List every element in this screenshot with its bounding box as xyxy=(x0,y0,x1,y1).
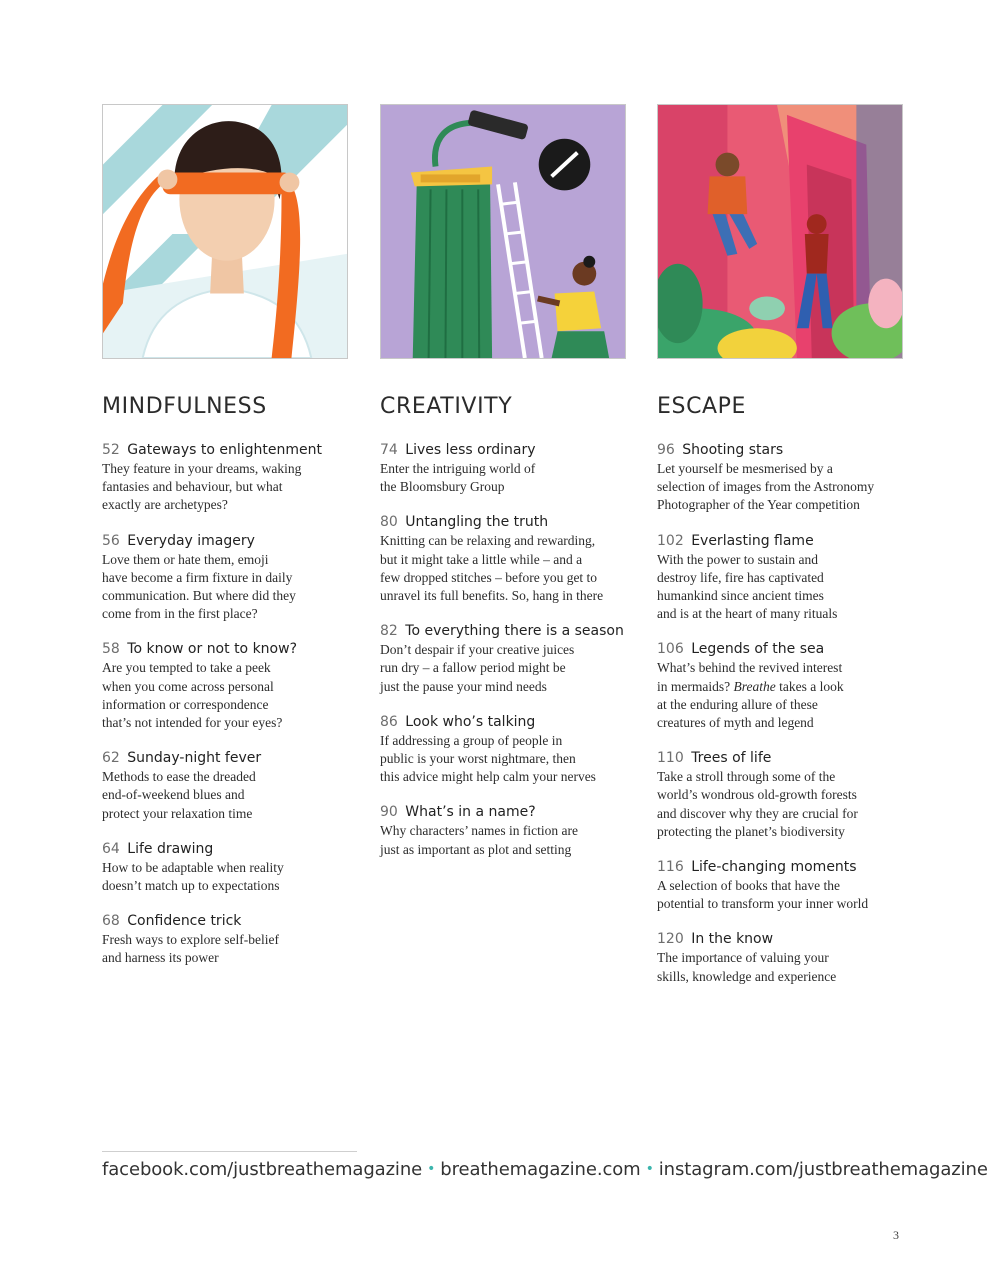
blindfold-illustration xyxy=(102,104,348,359)
description-line: destroy life, fire has captivated xyxy=(657,569,824,585)
description-line: this advice might help calm your nerves xyxy=(380,769,596,785)
entry-page-number: 82 xyxy=(380,623,398,640)
description-line: humankind since ancient times xyxy=(657,588,824,604)
description-line: world’s wondrous old-growth forests xyxy=(657,787,857,803)
entry-title: Gateways to enlightenment xyxy=(127,442,322,458)
description-line: few dropped stitches – before you get to xyxy=(380,569,598,585)
description-line: Don’t despair if your creative juices xyxy=(380,642,575,658)
entry-title: Sunday-night fever xyxy=(127,750,262,767)
description-line: Are you tempted to take a peek xyxy=(102,660,271,676)
entry-description xyxy=(380,732,626,787)
entry-description xyxy=(380,460,626,496)
description-line: run dry – a fallow period might be xyxy=(380,660,566,676)
footer-link-instagram[interactable]: instagram.com/justbreathemagazine xyxy=(658,1159,988,1180)
entry-heading xyxy=(657,441,903,460)
description-line: Photographer of the Year competition xyxy=(657,497,860,513)
description-line: With the power to sustain and xyxy=(657,551,819,567)
entry-description xyxy=(657,659,903,732)
entry-description xyxy=(380,641,626,696)
entry-title: Legends of the sea xyxy=(691,641,825,658)
entry-description xyxy=(102,768,348,823)
column-creativity xyxy=(380,104,626,876)
description-line: Fresh ways to explore self-belief xyxy=(102,932,279,948)
toc-entry[interactable] xyxy=(102,640,348,732)
entry-heading xyxy=(102,532,348,551)
description-line: How to be adaptable when reality xyxy=(102,859,284,875)
toc-entry[interactable] xyxy=(380,622,626,696)
entry-page-number: 68 xyxy=(102,913,120,930)
description-line: end-of-weekend blues and xyxy=(102,787,245,803)
footer-separator: • xyxy=(645,1161,654,1177)
footer-links xyxy=(102,1159,988,1180)
entry-page-number: 52 xyxy=(102,442,120,458)
description-line: The importance of valuing your xyxy=(657,950,829,966)
entry-heading xyxy=(657,749,903,768)
toc-entry[interactable] xyxy=(380,441,626,496)
description-line: when you come across personal xyxy=(102,678,274,694)
entry-heading xyxy=(102,749,348,768)
description-line: information or correspondence xyxy=(102,696,269,712)
column-mindfulness xyxy=(102,104,348,985)
entry-description xyxy=(657,877,903,913)
entry-description xyxy=(657,768,903,841)
entry-page-number: 62 xyxy=(102,750,120,767)
entry-heading xyxy=(102,640,348,659)
entry-page-number: 58 xyxy=(102,641,120,658)
entry-description xyxy=(102,659,348,732)
description-line: unravel its full benefits. So, hang in there xyxy=(380,588,604,604)
entry-heading xyxy=(380,622,626,641)
entry-page-number: 96 xyxy=(657,442,675,458)
entry-list xyxy=(657,441,903,986)
entry-heading xyxy=(380,441,626,460)
entry-title: To everything there is a season xyxy=(405,623,624,640)
column-escape xyxy=(657,104,903,1003)
section-title: MINDFULNESS xyxy=(102,394,267,419)
description-line: in mermaids? Breathe takes a look xyxy=(657,678,844,694)
entry-description xyxy=(657,460,903,515)
entry-title: Shooting stars xyxy=(682,442,784,458)
entry-title: In the know xyxy=(691,931,774,948)
toc-entry[interactable] xyxy=(380,513,626,605)
description-line: doesn’t match up to expectations xyxy=(102,878,280,894)
entry-description xyxy=(380,532,626,605)
description-line: selection of images from the Astronomy xyxy=(657,479,875,495)
entry-list xyxy=(380,441,626,859)
description-line: communication. But where did they xyxy=(102,588,296,604)
description-line: fantasies and behaviour, but what xyxy=(102,479,283,495)
description-line: Love them or hate them, emoji xyxy=(102,551,269,567)
description-line: have become a firm fixture in daily xyxy=(102,569,293,585)
footer-divider xyxy=(102,1151,357,1152)
toc-entry[interactable] xyxy=(380,803,626,858)
entry-title: What’s in a name? xyxy=(405,804,536,821)
entry-description xyxy=(380,822,626,858)
entry-description xyxy=(102,859,348,895)
entry-page-number: 110 xyxy=(657,750,684,767)
description-line: potential to transform your inner world xyxy=(657,896,869,912)
description-line: They feature in your dreams, waking xyxy=(102,461,302,476)
entry-title: Trees of life xyxy=(691,750,772,767)
entry-title: Confidence trick xyxy=(127,913,242,930)
description-line: come from in the first place? xyxy=(102,606,258,622)
entry-title: Everyday imagery xyxy=(127,532,255,549)
entry-heading xyxy=(102,912,348,931)
entry-page-number: 90 xyxy=(380,804,398,821)
description-line: just as important as plot and setting xyxy=(380,841,572,857)
entry-title: Everlasting flame xyxy=(691,532,814,549)
entry-page-number: 64 xyxy=(102,840,120,857)
entry-heading xyxy=(380,803,626,822)
description-line: and discover why they are crucial for xyxy=(657,805,858,821)
toc-entry[interactable] xyxy=(102,912,348,967)
description-line: Methods to ease the dreaded xyxy=(102,769,256,785)
section-title: CREATIVITY xyxy=(380,394,513,419)
description-line: exactly are archetypes? xyxy=(102,497,228,513)
entry-page-number: 74 xyxy=(380,442,398,458)
description-line: Enter the intriguing world of xyxy=(380,461,536,476)
description-line: and is at the heart of many rituals xyxy=(657,606,838,622)
entry-heading xyxy=(657,858,903,877)
page-number: 3 xyxy=(893,1228,899,1242)
entry-description xyxy=(102,551,348,624)
footer-separator: • xyxy=(427,1161,436,1177)
entry-heading xyxy=(657,640,903,659)
entry-title: Untangling the truth xyxy=(405,514,549,531)
toc-entry[interactable] xyxy=(657,749,903,841)
entry-list xyxy=(102,441,348,968)
entry-page-number: 106 xyxy=(657,641,684,658)
description-line: Why characters’ names in fiction are xyxy=(380,823,579,839)
entry-heading xyxy=(102,840,348,859)
description-line: skills, knowledge and experience xyxy=(657,968,837,984)
italic-text: Breathe xyxy=(733,678,776,694)
entry-page-number: 116 xyxy=(657,859,684,876)
entry-title: To know or not to know? xyxy=(127,641,297,658)
description-line: If addressing a group of people in xyxy=(380,732,563,748)
entry-description xyxy=(657,949,903,985)
description-line: Let yourself be mesmerised by a xyxy=(657,461,833,476)
toc-entry[interactable] xyxy=(102,532,348,624)
footer-link-website[interactable]: breathemagazine.com xyxy=(440,1159,641,1180)
entry-heading xyxy=(380,513,626,532)
entry-title: Life drawing xyxy=(127,840,214,857)
toc-entry[interactable] xyxy=(380,713,626,787)
entry-title: Lives less ordinary xyxy=(405,442,536,458)
toc-entry[interactable] xyxy=(102,441,348,515)
section-title: ESCAPE xyxy=(657,394,747,419)
entry-page-number: 80 xyxy=(380,514,398,531)
footer-link-facebook[interactable]: facebook.com/justbreathemagazine xyxy=(102,1159,423,1180)
entry-heading xyxy=(657,930,903,949)
description-line: public is your worst nightmare, then xyxy=(380,751,576,767)
entry-description xyxy=(102,931,348,967)
entry-page-number: 56 xyxy=(102,532,120,549)
description-line: Take a stroll through some of the xyxy=(657,769,836,785)
entry-heading xyxy=(102,441,348,460)
entry-page-number: 86 xyxy=(380,713,398,730)
description-line: Knitting can be relaxing and rewarding, xyxy=(380,533,596,549)
entry-title: Life-changing moments xyxy=(691,859,857,876)
entry-heading xyxy=(380,713,626,732)
description-line: and harness its power xyxy=(102,950,219,966)
ladder-lamp-illustration xyxy=(380,104,626,359)
description-line: protect your relaxation time xyxy=(102,805,253,821)
entry-title: Look who’s talking xyxy=(405,713,536,730)
entry-page-number: 120 xyxy=(657,931,684,948)
doorway-jungle-illustration xyxy=(657,104,903,359)
description-line: A selection of books that have the xyxy=(657,878,840,894)
description-line: What’s behind the revived interest xyxy=(657,660,843,676)
toc-entry[interactable] xyxy=(657,858,903,913)
toc-entry[interactable] xyxy=(102,749,348,823)
toc-entry[interactable] xyxy=(657,930,903,985)
entry-description xyxy=(102,460,348,515)
toc-entry[interactable] xyxy=(657,640,903,732)
description-line: just the pause your mind needs xyxy=(380,678,547,694)
description-line: protecting the planet’s biodiversity xyxy=(657,823,845,839)
description-line: at the enduring allure of these xyxy=(657,696,818,712)
description-line: creatures of myth and legend xyxy=(657,715,814,731)
entry-description xyxy=(657,551,903,624)
description-line: the Bloomsbury Group xyxy=(380,479,505,495)
toc-entry[interactable] xyxy=(657,532,903,624)
description-line: but it might take a little while – and a xyxy=(380,551,583,567)
toc-entry[interactable] xyxy=(657,441,903,515)
description-line: that’s not intended for your eyes? xyxy=(102,715,283,731)
entry-page-number: 102 xyxy=(657,532,684,549)
toc-entry[interactable] xyxy=(102,840,348,895)
entry-heading xyxy=(657,532,903,551)
